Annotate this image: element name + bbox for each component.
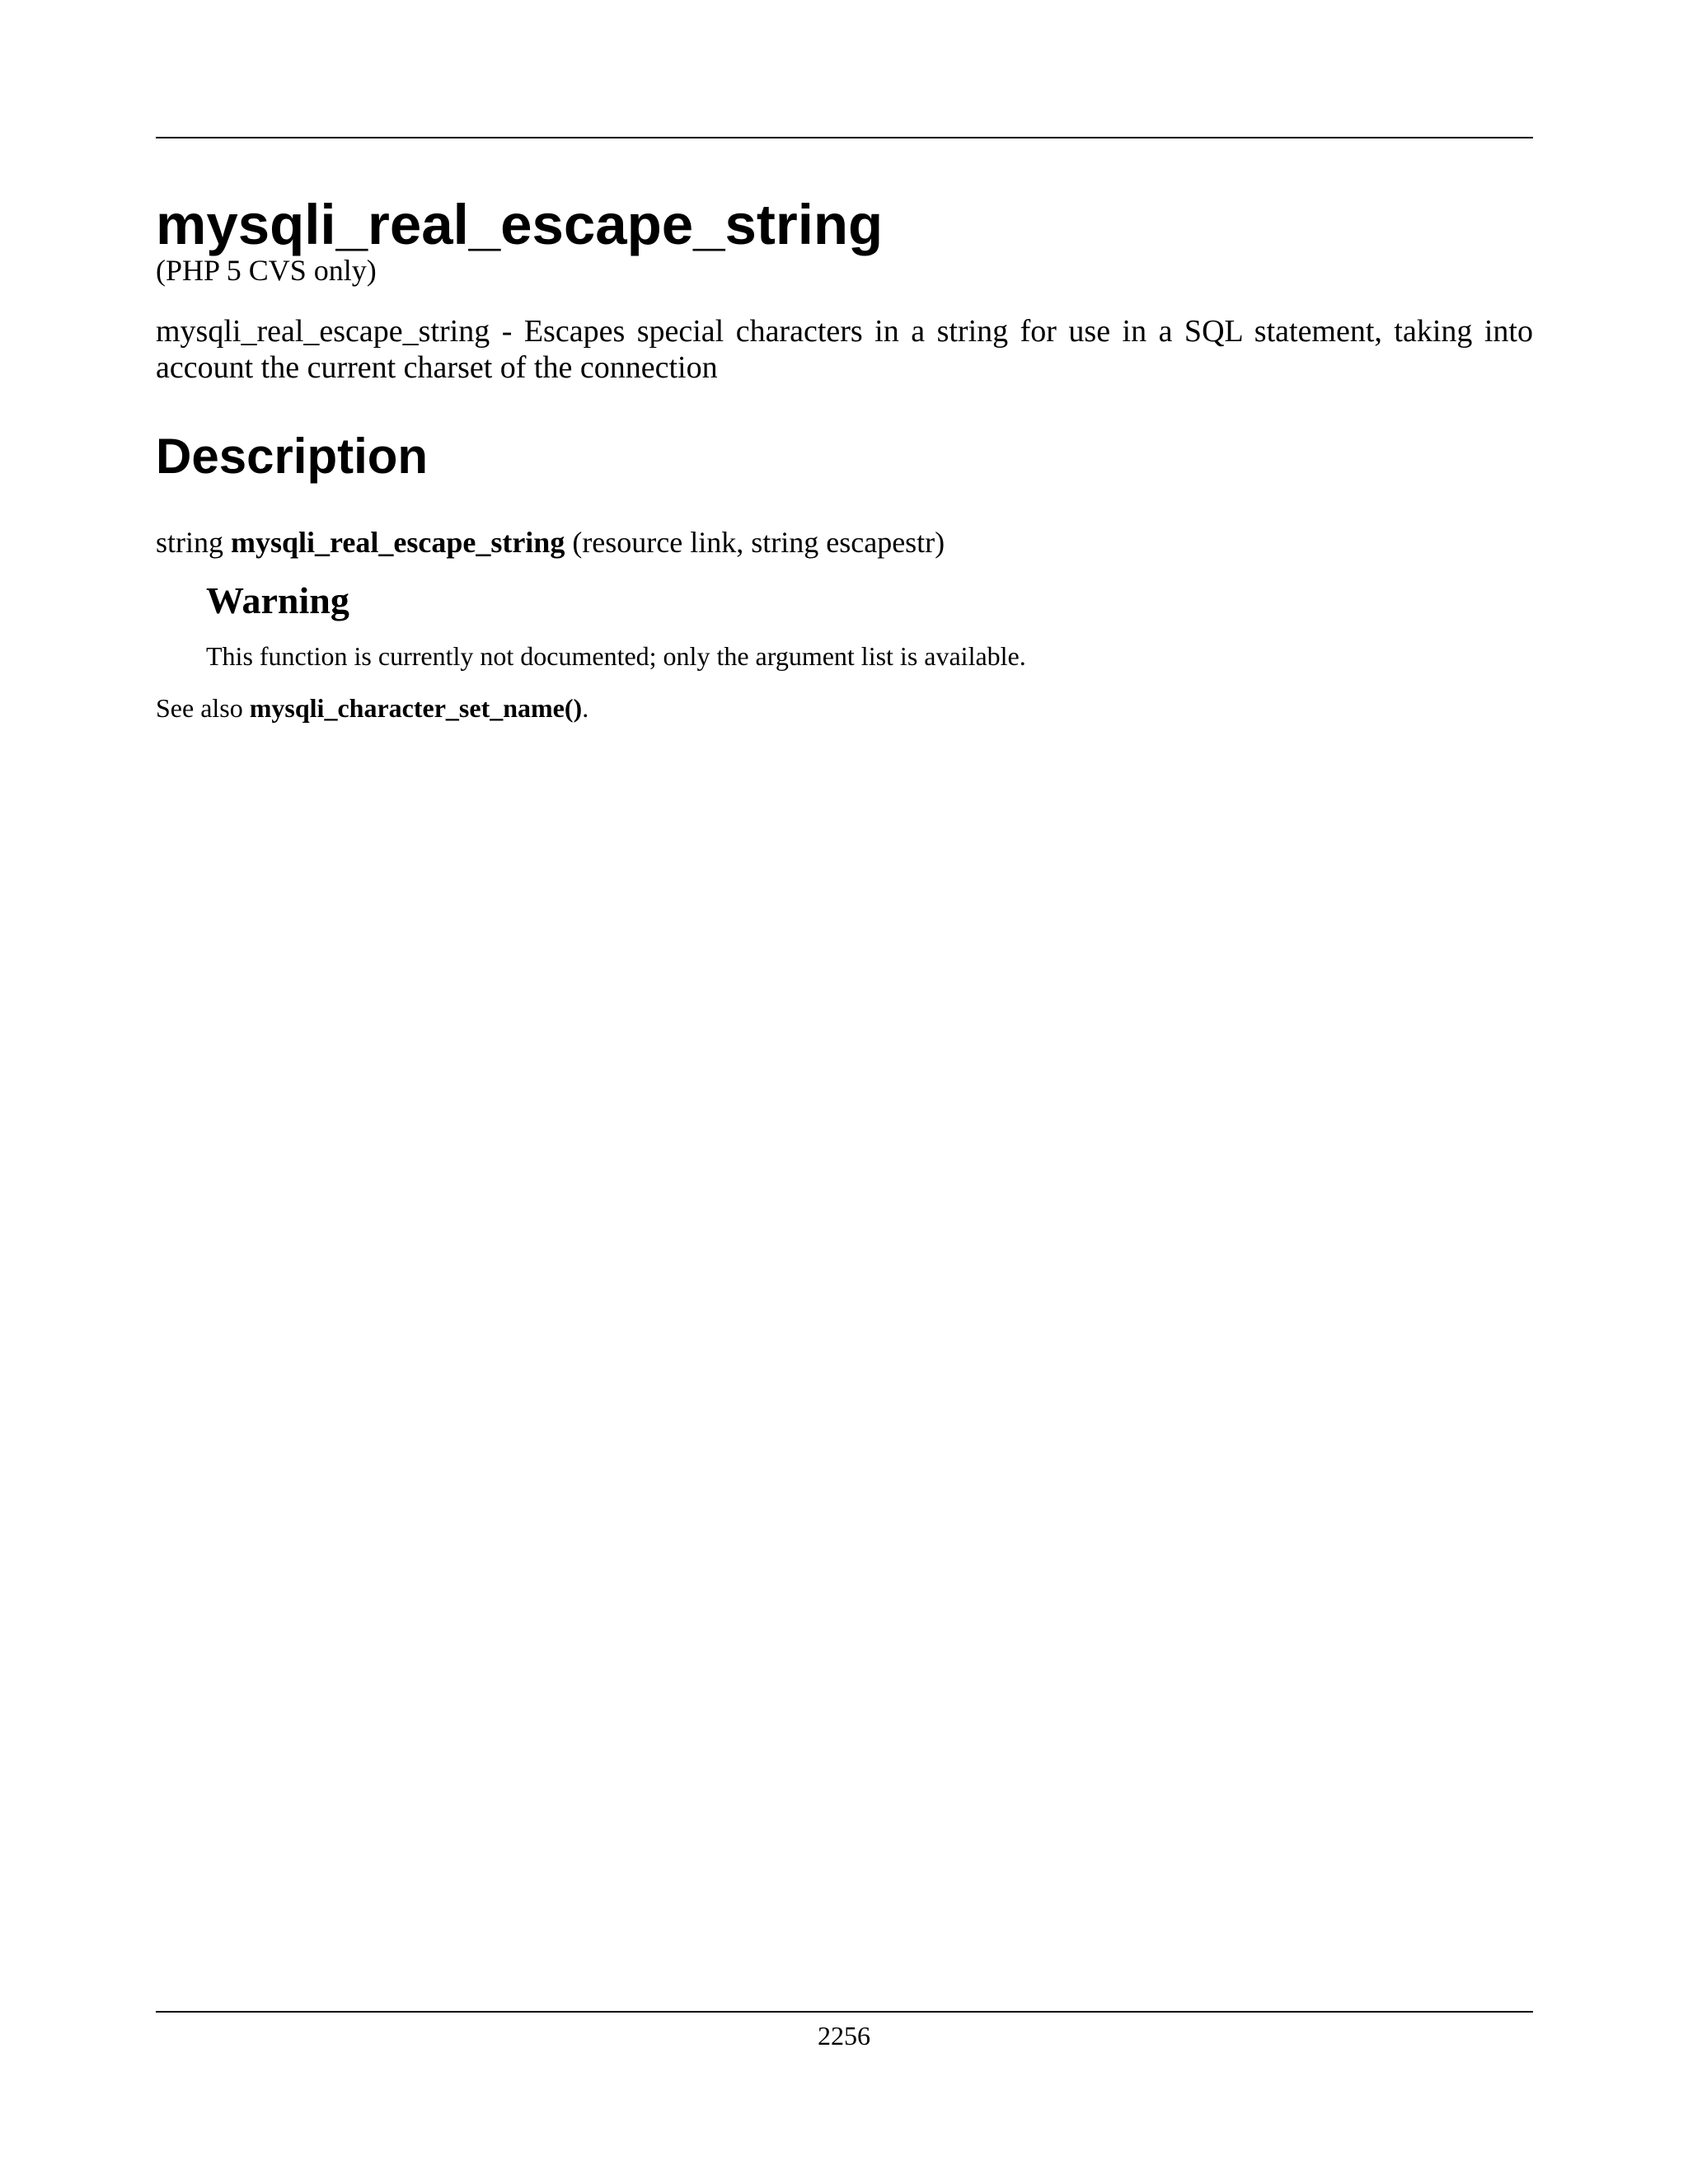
version-note: (PHP 5 CVS only) — [156, 254, 377, 287]
description-heading: Description — [156, 429, 429, 484]
return-type: string — [156, 526, 224, 559]
synopsis-params: (resource link, string escapestr) — [572, 526, 945, 559]
footer-rule — [156, 2011, 1533, 2013]
page-number: 2256 — [818, 2021, 870, 2050]
warning-title: Warning — [206, 579, 349, 621]
see-also-link[interactable]: mysqli_character_set_name() — [249, 693, 583, 723]
see-also — [156, 691, 1533, 724]
function-synopsis — [156, 524, 1533, 560]
see-also-suffix: . — [582, 693, 589, 723]
warning-text: This function is currently not documented; only the argument list is available. — [206, 641, 1026, 671]
see-also-prefix: See also — [156, 693, 243, 723]
synopsis-function-name: mysqli_real_escape_string — [231, 526, 565, 559]
function-purpose: mysqli_real_escape_string - Escapes special characters in a string for use in a SQL statement, taking into account the current charset of the connection — [156, 314, 1533, 385]
page-content — [156, 137, 1533, 724]
warning-block — [206, 579, 1533, 673]
page-title: mysqli_real_escape_string — [156, 193, 884, 256]
